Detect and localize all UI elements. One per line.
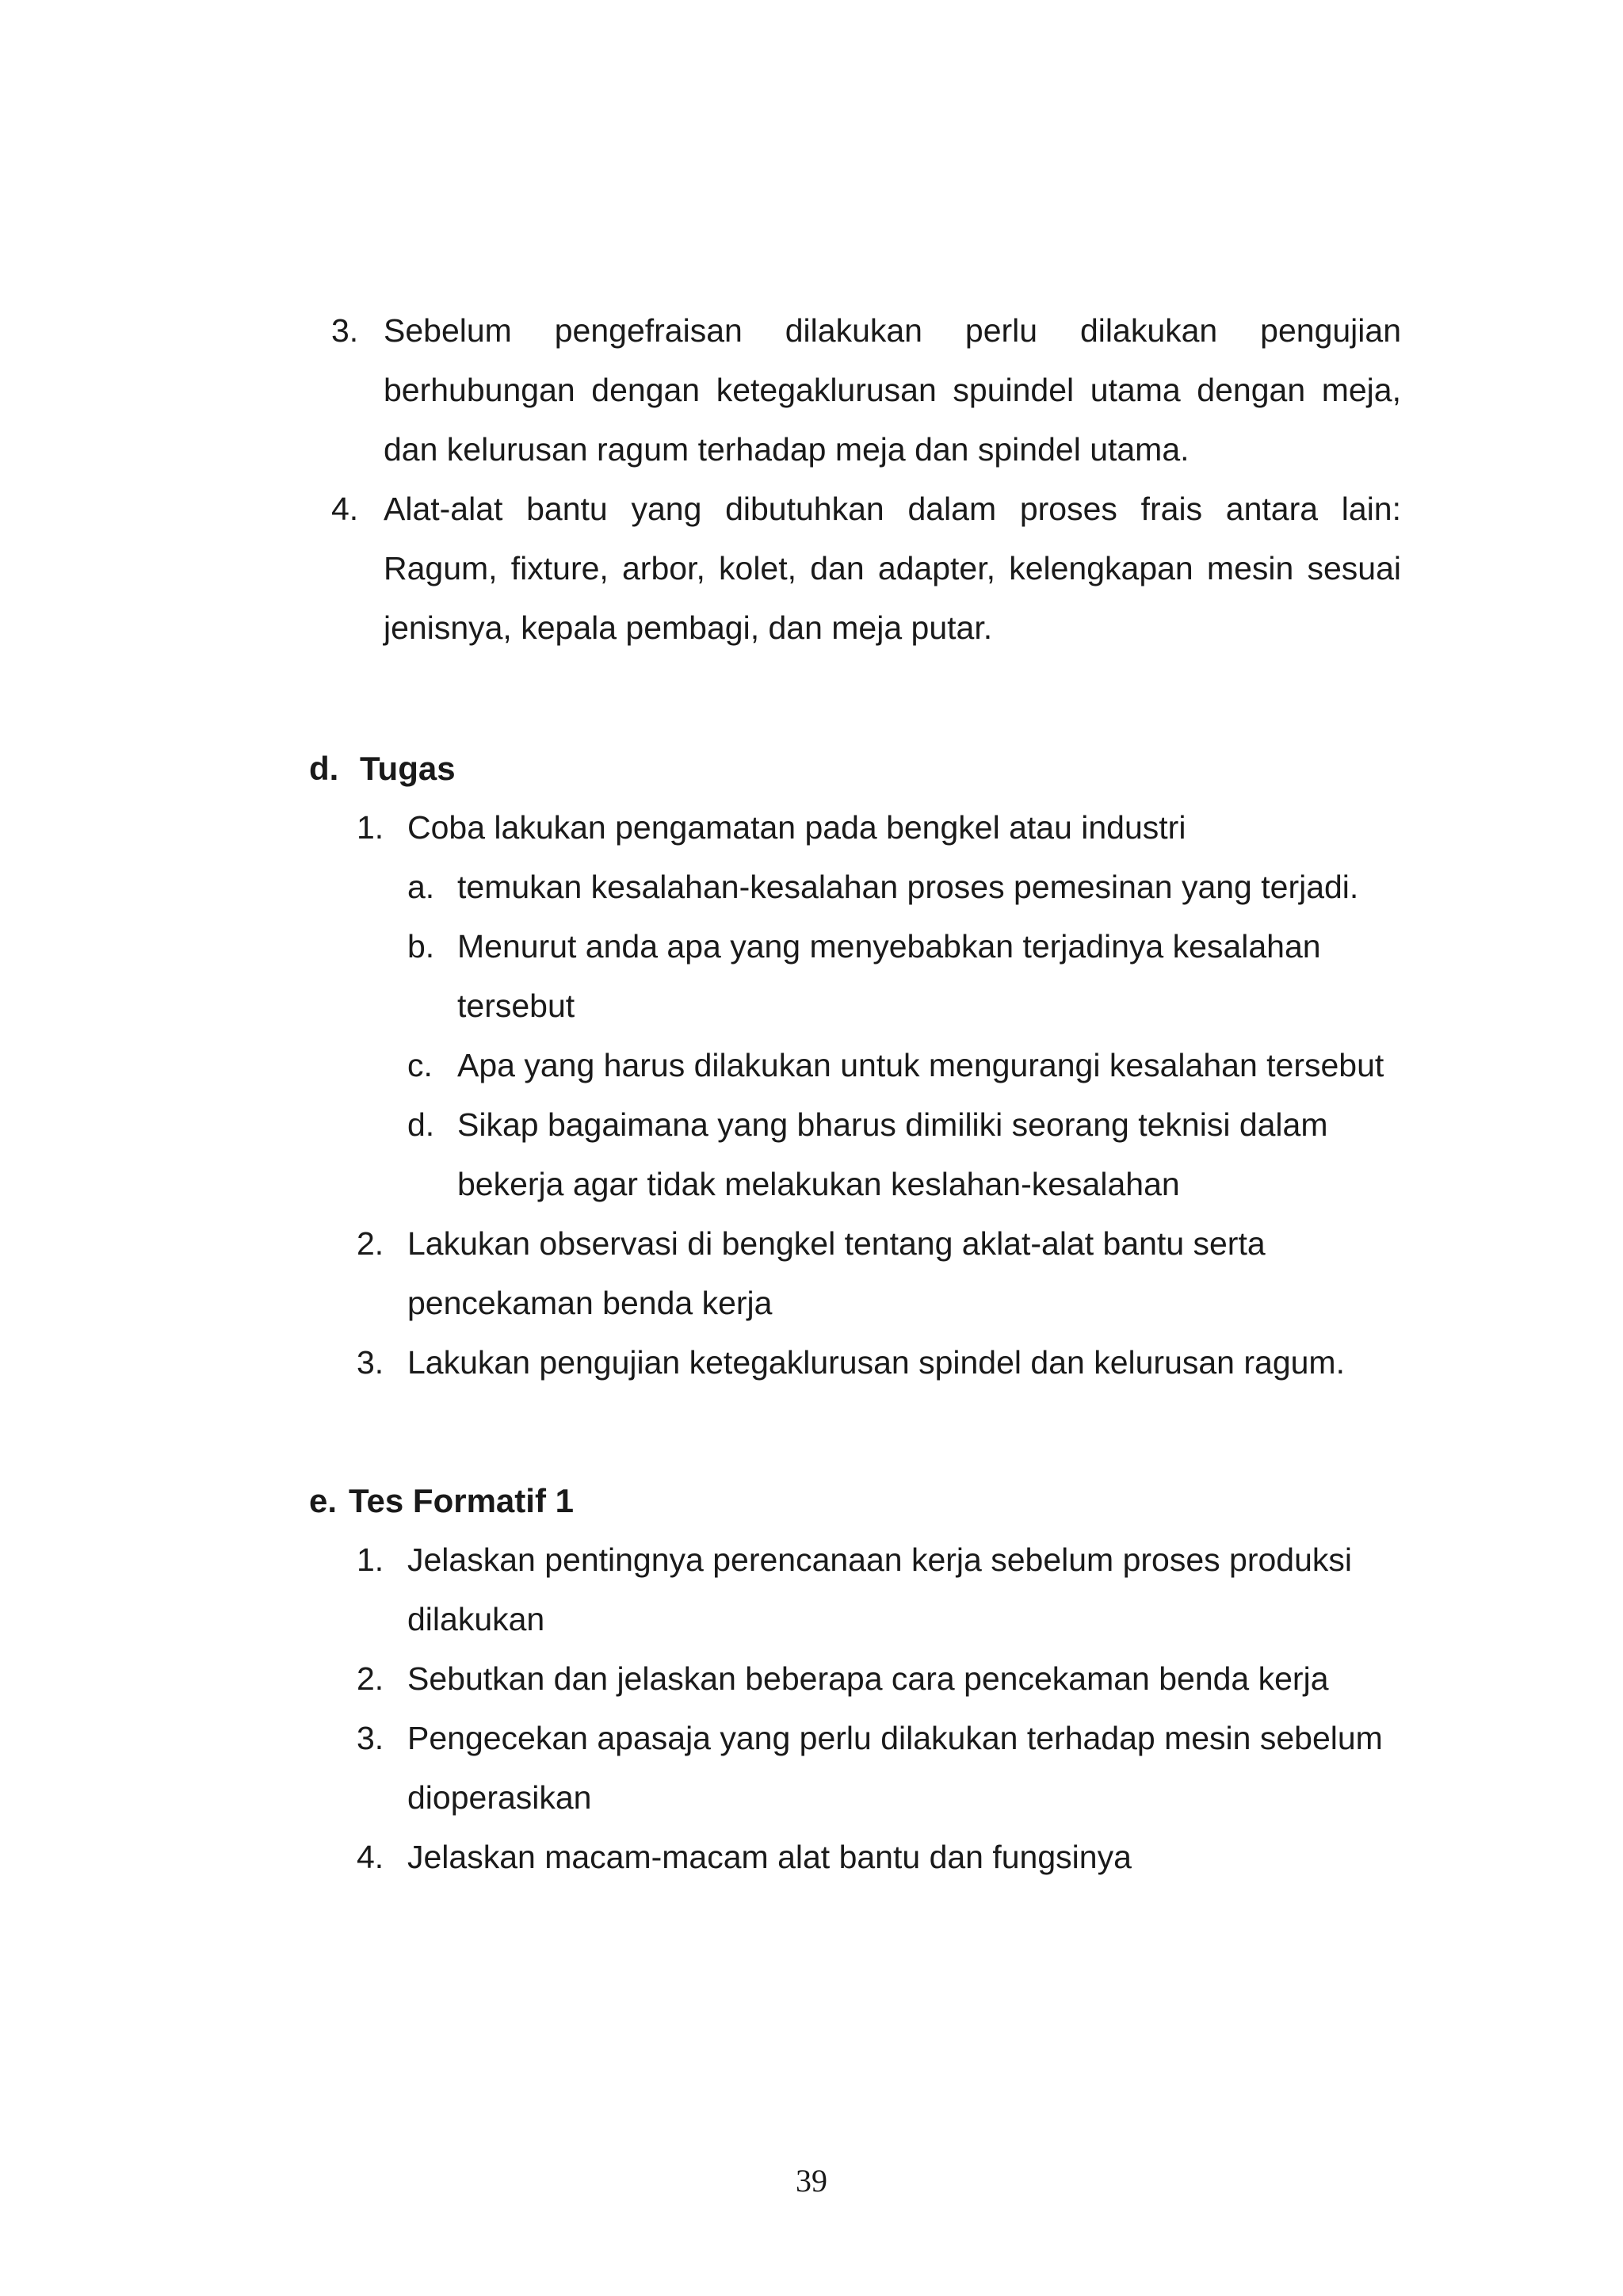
sub-list-text: Sikap bagaimana yang bharus dimiliki seorang teknisi dalam bekerja agar tidak melakukan keslahan-kesalahan <box>457 1106 1328 1202</box>
sub-list-item <box>407 858 1411 917</box>
tugas-list <box>357 798 1411 1392</box>
list-item <box>357 1530 1411 1649</box>
section-title: Tugas <box>360 750 456 787</box>
section-heading-tes-formatif <box>309 1471 574 1530</box>
section-letter: e. <box>309 1482 338 1519</box>
list-number: 2. <box>357 1225 384 1262</box>
sub-list-letter: b. <box>407 928 435 965</box>
page-number: 39 <box>796 2163 827 2199</box>
sub-list-letter: d. <box>407 1106 435 1143</box>
sub-list-item <box>407 1036 1411 1095</box>
list-text: Alat-alat bantu yang dibutuhkan dalam proses frais antara lain: Ragum, fixture, arbor, kolet, dan adapter, kelengkapan mesin sesuai jenisnya, kepala pembagi, dan meja putar. <box>384 491 1401 646</box>
sub-list-letter: c. <box>407 1047 433 1083</box>
list-number: 4. <box>357 1839 384 1875</box>
list-item <box>357 1828 1411 1887</box>
sub-list-text: Menurut anda apa yang menyebabkan terjadinya kesalahan tersebut <box>457 928 1321 1024</box>
section-letter: d. <box>309 750 339 787</box>
list-text: Lakukan pengujian ketegaklurusan spindel dan kelurusan ragum. <box>407 1344 1345 1381</box>
list-text: Jelaskan pentingnya perencanaan kerja sebelum proses produksi dilakukan <box>407 1541 1353 1637</box>
sub-list-letter: a. <box>407 869 435 905</box>
sub-list-item <box>407 1095 1411 1214</box>
list-item <box>331 479 1401 658</box>
list-item <box>357 1214 1411 1333</box>
list-item <box>357 798 1411 1214</box>
section-heading-tugas <box>309 739 456 798</box>
list-text: Jelaskan macam-macam alat bantu dan fungsinya <box>407 1839 1132 1875</box>
list-item <box>357 1709 1411 1828</box>
list-number: 1. <box>357 1541 384 1578</box>
section-title: Tes Formatif 1 <box>349 1482 574 1519</box>
list-number: 3. <box>331 312 359 349</box>
continued-numbered-list <box>331 301 1401 658</box>
list-item <box>357 1649 1411 1709</box>
list-text: Sebutkan dan jelaskan beberapa cara pencekaman benda kerja <box>407 1660 1329 1697</box>
list-number: 1. <box>357 809 384 846</box>
sub-list-text: Apa yang harus dilakukan untuk mengurangi kesalahan tersebut <box>457 1047 1384 1083</box>
list-number: 2. <box>357 1660 384 1697</box>
tes-formatif-list <box>357 1530 1411 1887</box>
list-item <box>357 1333 1411 1392</box>
list-number: 3. <box>357 1720 384 1756</box>
sub-list-text: temukan kesalahan-kesalahan proses pemesinan yang terjadi. <box>457 869 1359 905</box>
list-item <box>331 301 1401 479</box>
list-text: Coba lakukan pengamatan pada bengkel atau industri <box>407 809 1186 846</box>
list-number: 4. <box>331 491 359 527</box>
list-number: 3. <box>357 1344 384 1381</box>
list-text: Lakukan observasi di bengkel tentang aklat-alat bantu serta pencekaman benda kerja <box>407 1225 1266 1321</box>
sub-list-item <box>407 917 1411 1036</box>
list-text: Pengecekan apasaja yang perlu dilakukan terhadap mesin sebelum dioperasikan <box>407 1720 1383 1816</box>
list-text: Sebelum pengefraisan dilakukan perlu dilakukan pengujian berhubungan dengan ketegaklurusan spuindel utama dengan meja, dan kelurusan ragum terhadap meja dan spindel utama. <box>384 312 1401 468</box>
